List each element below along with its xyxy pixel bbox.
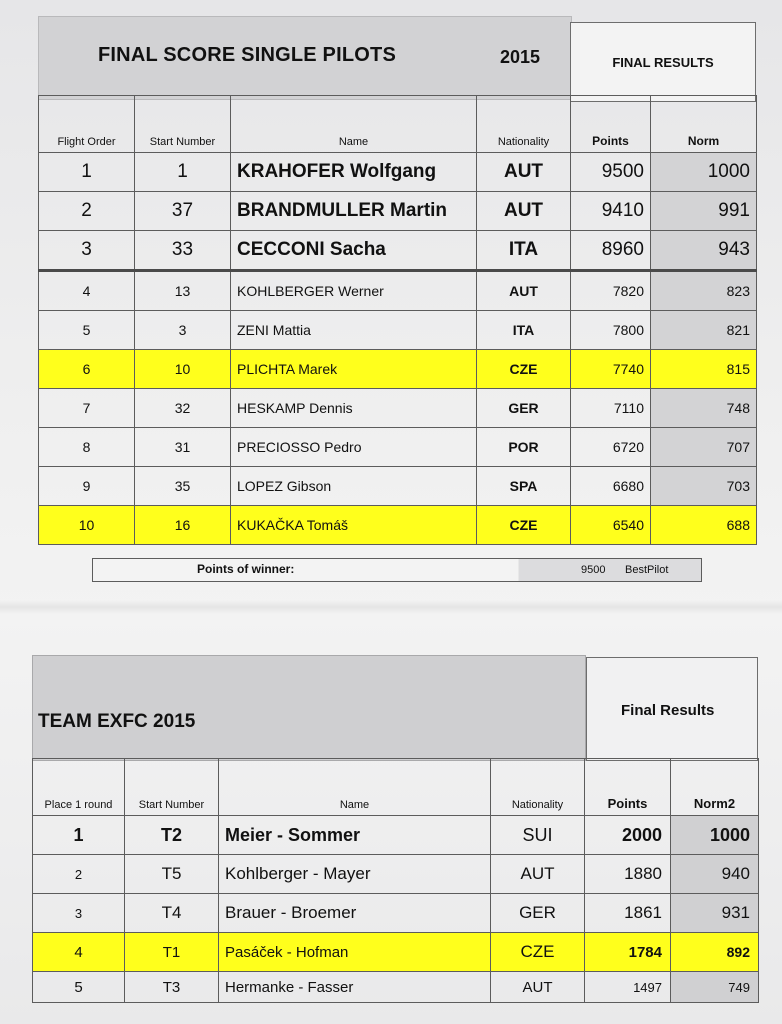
- start-number: 13: [135, 271, 231, 311]
- nationality: ITA: [477, 311, 571, 350]
- start-number: T2: [125, 816, 219, 855]
- pilot-name: KRAHOFER Wolfgang: [231, 153, 477, 192]
- nationality: GER: [491, 894, 585, 933]
- nationality: AUT: [491, 855, 585, 894]
- points: 2000: [585, 816, 671, 855]
- table-header-row: [39, 96, 757, 153]
- table-row: [39, 428, 757, 467]
- start-number: 31: [135, 428, 231, 467]
- team-title: TEAM EXFC 2015: [38, 711, 196, 732]
- start-number: 32: [135, 389, 231, 428]
- points: 1861: [585, 894, 671, 933]
- flight-order: 2: [39, 192, 135, 231]
- col-start-number: Start Number: [135, 96, 231, 153]
- start-number: T1: [125, 933, 219, 972]
- col-nationality: Nationality: [491, 759, 585, 816]
- nationality: SPA: [477, 467, 571, 506]
- col-nationality: Nationality: [477, 96, 571, 153]
- norm2: 892: [671, 933, 759, 972]
- col-flight-order: Flight Order: [39, 96, 135, 153]
- col-name: Name: [219, 759, 491, 816]
- team-name: Kohlberger - Mayer: [219, 855, 491, 894]
- nationality: POR: [477, 428, 571, 467]
- points: 6680: [571, 467, 651, 506]
- points: 8960: [571, 231, 651, 271]
- pilot-name: KOHLBERGER Werner: [231, 271, 477, 311]
- flight-order: 4: [39, 271, 135, 311]
- start-number: T4: [125, 894, 219, 933]
- points: 6720: [571, 428, 651, 467]
- start-number: 33: [135, 231, 231, 271]
- start-number: 3: [135, 311, 231, 350]
- norm: 688: [651, 506, 757, 545]
- points: 7800: [571, 311, 651, 350]
- single-pilots-table: [38, 95, 757, 545]
- pilot-name: PLICHTA Marek: [231, 350, 477, 389]
- col-place: Place 1 round: [33, 759, 125, 816]
- norm: 703: [651, 467, 757, 506]
- norm: 707: [651, 428, 757, 467]
- year-label: 2015: [500, 47, 541, 67]
- start-number: T3: [125, 972, 219, 1003]
- points: 9410: [571, 192, 651, 231]
- place: 1: [33, 816, 125, 855]
- points-of-winner-box: [92, 558, 702, 582]
- nationality: ITA: [477, 231, 571, 271]
- pilot-name: ZENI Mattia: [231, 311, 477, 350]
- flight-order: 8: [39, 428, 135, 467]
- place: 2: [33, 855, 125, 894]
- team-name: Pasáček - Hofman: [219, 933, 491, 972]
- pilot-name: BRANDMULLER Martin: [231, 192, 477, 231]
- paper-fold: [0, 600, 782, 614]
- team-name: Meier - Sommer: [219, 816, 491, 855]
- norm2: 1000: [671, 816, 759, 855]
- nationality: CZE: [477, 506, 571, 545]
- table-row: [33, 855, 759, 894]
- pilot-name: LOPEZ Gibson: [231, 467, 477, 506]
- table-row: [33, 816, 759, 855]
- nationality: AUT: [477, 192, 571, 231]
- col-norm2: Norm2: [671, 759, 759, 816]
- norm: 1000: [651, 153, 757, 192]
- flight-order: 10: [39, 506, 135, 545]
- table-row: [39, 153, 757, 192]
- flight-order: 7: [39, 389, 135, 428]
- norm2: 931: [671, 894, 759, 933]
- table-row: [39, 231, 757, 271]
- nationality: AUT: [477, 271, 571, 311]
- table-row-highlighted: [33, 933, 759, 972]
- table-row: [39, 271, 757, 311]
- flight-order: 3: [39, 231, 135, 271]
- points: 1784: [585, 933, 671, 972]
- points: 1880: [585, 855, 671, 894]
- pilot-name: KUKAČKA Tomáš: [231, 506, 477, 545]
- start-number: 1: [135, 153, 231, 192]
- start-number: T5: [125, 855, 219, 894]
- table-row-highlighted: [39, 506, 757, 545]
- team-name: Hermanke - Fasser: [219, 972, 491, 1003]
- norm2: 749: [671, 972, 759, 1003]
- best-pilot-tag: BestPilot: [625, 564, 669, 576]
- place: 4: [33, 933, 125, 972]
- table-row: [39, 467, 757, 506]
- norm: 821: [651, 311, 757, 350]
- flight-order: 9: [39, 467, 135, 506]
- points: 9500: [571, 153, 651, 192]
- flight-order: 6: [39, 350, 135, 389]
- points: 7820: [571, 271, 651, 311]
- final-results-label: FINAL RESULTS: [570, 22, 756, 102]
- place: 3: [33, 894, 125, 933]
- points: 7740: [571, 350, 651, 389]
- norm: 991: [651, 192, 757, 231]
- norm: 815: [651, 350, 757, 389]
- pilot-name: CECCONI Sacha: [231, 231, 477, 271]
- table-row: [33, 972, 759, 1003]
- nationality: AUT: [491, 972, 585, 1003]
- table-row: [33, 894, 759, 933]
- page-title: FINAL SCORE SINGLE PILOTS: [98, 44, 396, 66]
- nationality: AUT: [477, 153, 571, 192]
- points: 7110: [571, 389, 651, 428]
- flight-order: 5: [39, 311, 135, 350]
- norm: 823: [651, 271, 757, 311]
- place: 5: [33, 972, 125, 1003]
- points: 1497: [585, 972, 671, 1003]
- col-norm: Norm: [651, 96, 757, 153]
- norm: 943: [651, 231, 757, 271]
- team-final-results-box: [586, 657, 758, 761]
- col-name: Name: [231, 96, 477, 153]
- single-pilots-sheet: [38, 10, 756, 533]
- col-start-number: Start Number: [125, 759, 219, 816]
- winner-label: Points of winner:: [197, 562, 295, 576]
- nationality: SUI: [491, 816, 585, 855]
- start-number: 37: [135, 192, 231, 231]
- table-header-row: [33, 759, 759, 816]
- start-number: 16: [135, 506, 231, 545]
- table-row-highlighted: [39, 350, 757, 389]
- team-title-box: [32, 655, 586, 761]
- nationality: CZE: [477, 350, 571, 389]
- single-pilots-header: [38, 10, 756, 98]
- col-points: Points: [585, 759, 671, 816]
- table-row: [39, 389, 757, 428]
- pilot-name: PRECIOSSO Pedro: [231, 428, 477, 467]
- col-points: Points: [571, 96, 651, 153]
- flight-order: 1: [39, 153, 135, 192]
- start-number: 35: [135, 467, 231, 506]
- norm2: 940: [671, 855, 759, 894]
- table-row: [39, 192, 757, 231]
- nationality: GER: [477, 389, 571, 428]
- pilot-name: HESKAMP Dennis: [231, 389, 477, 428]
- table-row: [39, 311, 757, 350]
- points: 6540: [571, 506, 651, 545]
- winner-points: 9500: [581, 564, 606, 576]
- nationality: CZE: [491, 933, 585, 972]
- team-final-results-label: Final Results: [621, 702, 715, 719]
- team-name: Brauer - Broemer: [219, 894, 491, 933]
- start-number: 10: [135, 350, 231, 389]
- norm: 748: [651, 389, 757, 428]
- team-table: [32, 758, 759, 1003]
